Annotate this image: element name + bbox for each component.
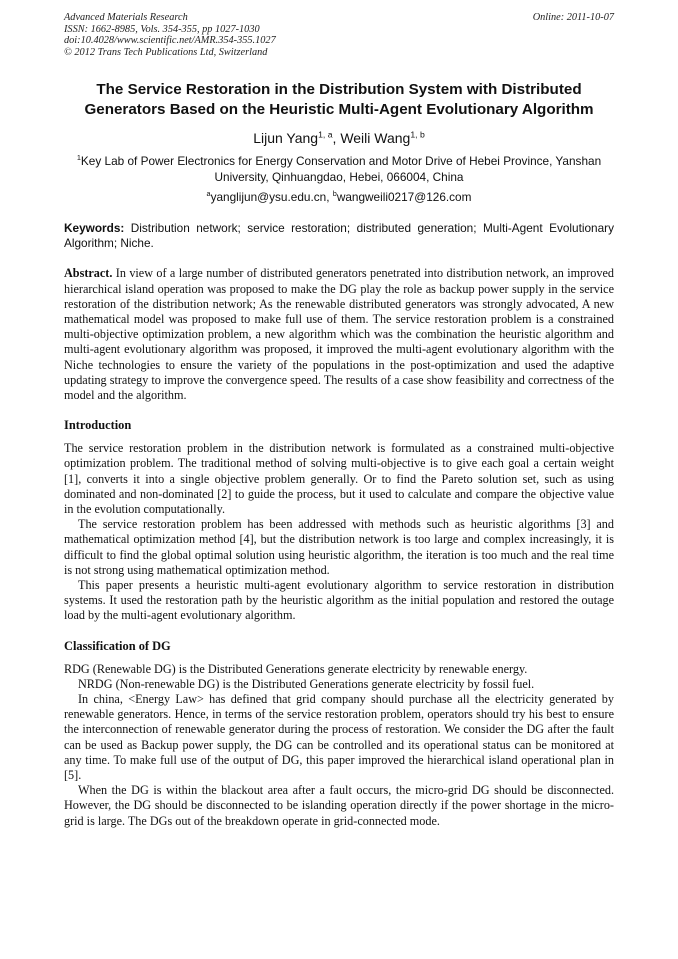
author-2: Weili Wang (340, 130, 411, 147)
author-list (64, 129, 614, 147)
paper-page (64, 12, 614, 829)
journal-header (64, 12, 614, 58)
paper-title (64, 80, 614, 120)
paragraph: In china, <Energy Law> has defined that grid company should purchase all the electricity generated by renewable generators. Hence, in terms of the service restoration problem, operators should try his best to ensure the interconnection of renewable generator during the process of restoration. We consider the DG after the fault can be used as Backup power supply, the DG can be controlled and its operational status can be monitored at any time. To make full use of the output of DG, this paper improved the hierarchical island operational plan in [5]. (64, 692, 614, 783)
section-heading-classification: Classification of DG (64, 638, 171, 653)
paragraph: The service restoration problem has been addressed with methods such as heuristic algorithms [3] and mathematical optimization method [4], but the distribution network is too large and complex increasingly, it is difficult to find the global optimal solution using heuristic algorithm, the iteration is too much and the real time is not strong using mathematical optimization method. (64, 517, 614, 577)
author-1: Lijun Yang (253, 130, 319, 147)
abstract-text: In view of a large number of distributed generators penetrated into distribution network, an improved hierarchical island operation was proposed to make the DG play the role as backup power supply in the service restoration of the distribution network; As the renewable distributed generators was strongly advocated, A new mathematical model was proposed to make full use of them. The service restoration problem is a constrained multi-objective optimization problem, a new algorithm which was the combination the heuristic algorithm and multi-agent evolutionary algorithm was proposed, it improved the multi-agent evolutionary algorithm with the Niche technologies to ensure the variety of the populations in the post-optimization and used the adaptive updating strategy to improve the convergence speed. The results of a case show feasibility and correctness of the model and the algorithm. (64, 266, 614, 402)
email-a-marker: a (206, 189, 211, 199)
keywords-text: Distribution network; service restoration; distributed generation; Multi-Agent Evolutionary Algorithm; Niche. (64, 221, 614, 251)
affiliation-marker: 1 (76, 153, 81, 163)
author-separator: , (332, 130, 341, 147)
classification-body (64, 662, 614, 829)
paragraph: NRDG (Non-renewable DG) is the Distributed Generations generate electricity by fossil fuel. (78, 676, 535, 691)
keywords (64, 221, 614, 251)
email-b-marker: b (332, 189, 337, 199)
doi-line: doi:10.4028/www.scientific.net/AMR.354-355.1027 (64, 35, 276, 47)
journal-name: Advanced Materials Research (64, 12, 188, 23)
abstract (64, 266, 614, 403)
email-a[interactable]: yanglijun@ysu.edu.cn (210, 190, 327, 205)
paragraph: The service restoration problem in the distribution network is formulated as a constrained multi-objective optimization problem. The traditional method of solving multi-objective is to give each goal a certain weight [1], converts it into a single objective problem generally. Or to find the Pareto solution set, such as using dominated and non-dominated [2] to guide the process, but it used to calculate and compare the objective value in the evolution computationally. (64, 441, 614, 517)
section-heading-introduction: Introduction (64, 418, 132, 433)
author-2-marker: 1, b (410, 129, 425, 140)
copyright-line: © 2012 Trans Tech Publications Ltd, Switzerland (64, 46, 268, 58)
abstract-label: Abstract. (64, 266, 113, 281)
paragraph: RDG (Renewable DG) is the Distributed Generations generate electricity by renewable energy. (64, 661, 528, 676)
email-line (64, 189, 614, 205)
affiliation (64, 153, 614, 185)
online-date: Online: 2011-10-07 (532, 12, 614, 23)
paragraph: This paper presents a heuristic multi-agent evolutionary algorithm to service restoration in distribution systems. It used the restoration path by the heuristic algorithm as the initial population and restored the outage load by the multi-agent evolutionary algorithm. (64, 578, 614, 623)
introduction-body (64, 441, 614, 623)
issn-line: ISSN: 1662-8985, Vols. 354-355, pp 1027-1030 (64, 23, 260, 35)
email-b[interactable]: wangweili0217@126.com (336, 190, 472, 205)
email-separator: , (326, 190, 333, 205)
author-1-marker: 1, a (318, 129, 333, 140)
title-line-1: The Service Restoration in the Distribution System with Distributed (96, 81, 582, 99)
title-line-2: Generators Based on the Heuristic Multi-Agent Evolutionary Algorithm (84, 101, 594, 119)
affiliation-text: Key Lab of Power Electronics for Energy Conservation and Motor Drive of Hebei Province, Yanshan University, Qinhuangdao, Hebei, 066004, China (80, 154, 602, 185)
keywords-label: Keywords: (64, 221, 125, 236)
paragraph: When the DG is within the blackout area after a fault occurs, the micro-grid DG should be disconnected. However, the DG should be disconnected to be islanding operation directly if the power shortage in the micro-grid is large. The DGs out of the breakdown operate in grid-connected mode. (64, 783, 614, 828)
